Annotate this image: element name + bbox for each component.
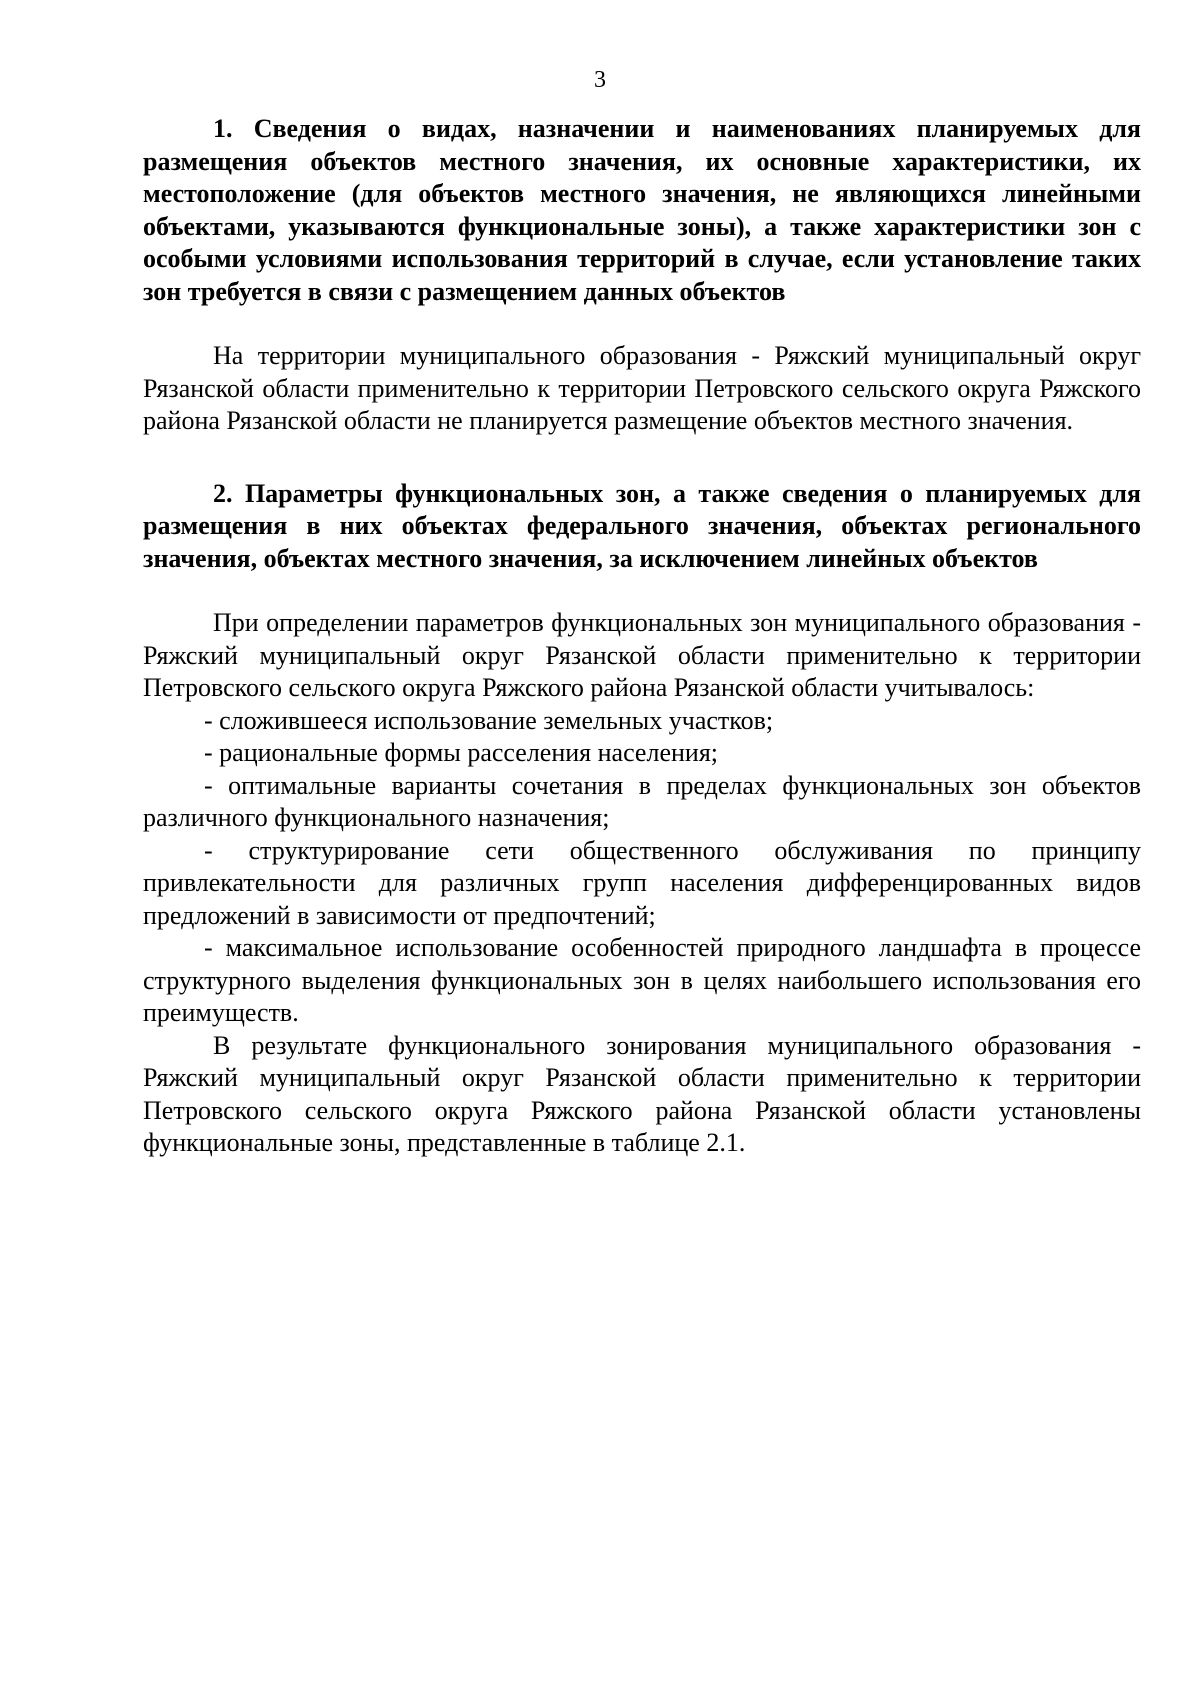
list-item: - максимальное использование особенностей природного ландшафта в процессе структурного выделения функциональных зон в целях наибольшего использования его преимуществ.: [143, 933, 1141, 1027]
list-item: - оптимальные варианты сочетания в пределах функциональных зон объектов различного функционального назначения;: [143, 770, 1141, 832]
section-2-conclusion: В результате функционального зонирования муниципального образования - Ряжский муниципальный округ Рязанской области применительно к территории Петровского сельского округа Ряжского района Рязанской области установлены функциональные зоны, представленные в таблице 2.1.: [143, 1030, 1141, 1157]
section-1-heading: 1. Сведения о видах, назначении и наименованиях планируемых для размещения объектов местного значения, их основные характеристики, их местоположение (для объектов местного значения, не являющихся линейными объектами, указываются функциональные зоны), а также характеристики зон с особыми условиями использования территорий в случае, если установление таких зон требуется в связи с размещением данных объектов: [143, 114, 1141, 306]
section-1-paragraph: На территории муниципального образования - Ряжский муниципальный округ Рязанской области применительно к территории Петровского сельского округа Ряжского района Рязанской области не планируется размещение объектов местного значения.: [143, 341, 1141, 435]
document-body: [143, 113, 1141, 1160]
section-2-intro: При определении параметров функциональных зон муниципального образования - Ряжский муниципальный округ Рязанской области применительно к территории Петровского сельского округа Ряжского района Рязанской области учитывалось:: [143, 608, 1141, 702]
list-item: - рациональные формы расселения населения;: [204, 738, 718, 767]
section-2-heading: 2. Параметры функциональных зон, а также сведения о планируемых для размещения в них объектах федерального значения, объектах регионального значения, объектах местного значения, за исключением линейных объектов: [143, 478, 1141, 573]
page-number: 3: [594, 67, 606, 93]
list-item: - структурирование сети общественного обслуживания по принципу привлекательности для различных групп населения дифференцированных видов предложений в зависимости от предпочтений;: [143, 835, 1141, 930]
list-item: - сложившееся использование земельных участков;: [204, 705, 774, 735]
